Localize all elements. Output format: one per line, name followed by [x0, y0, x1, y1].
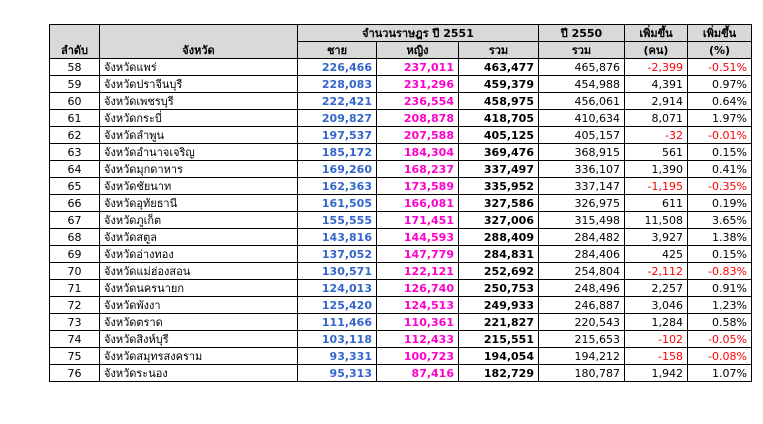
province-cell: จังหวัดชัยนาท: [100, 178, 298, 195]
female-cell: 231,296: [377, 76, 459, 93]
increase-count-cell: -2,399: [625, 59, 688, 76]
rank-cell: 70: [50, 263, 100, 280]
male-cell: 228,083: [298, 76, 377, 93]
table-row: [50, 229, 752, 246]
increase-percent-cell: -0.08%: [688, 348, 752, 365]
increase-count-cell: -2,112: [625, 263, 688, 280]
province-cell: จังหวัดลำพูน: [100, 127, 298, 144]
increase-percent-cell: 1.38%: [688, 229, 752, 246]
table-row: [50, 161, 752, 178]
female-cell: 110,361: [377, 314, 459, 331]
increase-percent-cell: -0.35%: [688, 178, 752, 195]
prev-total-cell: 405,157: [539, 127, 625, 144]
prev-total-cell: 180,787: [539, 365, 625, 382]
increase-percent-cell: 0.19%: [688, 195, 752, 212]
male-cell: 226,466: [298, 59, 377, 76]
rank-cell: 73: [50, 314, 100, 331]
total-cell: 458,975: [459, 93, 539, 110]
increase-count-cell: 3,046: [625, 297, 688, 314]
increase-count-cell: -1,195: [625, 178, 688, 195]
male-cell: 162,363: [298, 178, 377, 195]
table-row: [50, 127, 752, 144]
increase-count-cell: 4,391: [625, 76, 688, 93]
province-cell: จังหวัดปราจีนบุรี: [100, 76, 298, 93]
total-cell: 335,952: [459, 178, 539, 195]
female-cell: 144,593: [377, 229, 459, 246]
prev-total-cell: 215,653: [539, 331, 625, 348]
total-cell: 405,125: [459, 127, 539, 144]
header-increase-percent-unit: (%): [688, 42, 752, 59]
table-row: [50, 246, 752, 263]
increase-percent-cell: 0.64%: [688, 93, 752, 110]
province-cell: จังหวัดมุกดาหาร: [100, 161, 298, 178]
province-cell: จังหวัดสมุทรสงคราม: [100, 348, 298, 365]
total-cell: 463,477: [459, 59, 539, 76]
male-cell: 143,816: [298, 229, 377, 246]
rank-cell: 74: [50, 331, 100, 348]
province-cell: จังหวัดกระบี่: [100, 110, 298, 127]
province-cell: จังหวัดสตูล: [100, 229, 298, 246]
male-cell: 169,260: [298, 161, 377, 178]
rank-cell: 75: [50, 348, 100, 365]
increase-percent-cell: 1.23%: [688, 297, 752, 314]
male-cell: 137,052: [298, 246, 377, 263]
male-cell: 197,537: [298, 127, 377, 144]
female-cell: 173,589: [377, 178, 459, 195]
table-row: [50, 93, 752, 110]
increase-percent-cell: -0.01%: [688, 127, 752, 144]
male-cell: 161,505: [298, 195, 377, 212]
prev-total-cell: 454,988: [539, 76, 625, 93]
prev-total-cell: 336,107: [539, 161, 625, 178]
prev-total-cell: 248,496: [539, 280, 625, 297]
female-cell: 207,588: [377, 127, 459, 144]
increase-percent-cell: 0.97%: [688, 76, 752, 93]
increase-count-cell: 2,257: [625, 280, 688, 297]
female-cell: 168,237: [377, 161, 459, 178]
rank-cell: 63: [50, 144, 100, 161]
header-increase-count: เพิ่มขึ้น: [625, 25, 688, 42]
increase-count-cell: -102: [625, 331, 688, 348]
total-cell: 284,831: [459, 246, 539, 263]
prev-total-cell: 465,876: [539, 59, 625, 76]
increase-count-cell: 611: [625, 195, 688, 212]
female-cell: 208,878: [377, 110, 459, 127]
rank-cell: 58: [50, 59, 100, 76]
province-cell: จังหวัดภูเก็ต: [100, 212, 298, 229]
male-cell: 209,827: [298, 110, 377, 127]
female-cell: 122,121: [377, 263, 459, 280]
rank-cell: 61: [50, 110, 100, 127]
total-cell: 288,409: [459, 229, 539, 246]
female-cell: 184,304: [377, 144, 459, 161]
table-row: [50, 280, 752, 297]
total-cell: 221,827: [459, 314, 539, 331]
prev-total-cell: 326,975: [539, 195, 625, 212]
prev-total-cell: 337,147: [539, 178, 625, 195]
male-cell: 93,331: [298, 348, 377, 365]
header-province: จังหวัด: [100, 25, 298, 59]
increase-percent-cell: 1.07%: [688, 365, 752, 382]
female-cell: 126,740: [377, 280, 459, 297]
male-cell: 130,571: [298, 263, 377, 280]
total-cell: 337,497: [459, 161, 539, 178]
total-cell: 250,753: [459, 280, 539, 297]
prev-total-cell: 194,212: [539, 348, 625, 365]
province-cell: จังหวัดตราด: [100, 314, 298, 331]
total-cell: 249,933: [459, 297, 539, 314]
total-cell: 327,586: [459, 195, 539, 212]
table-row: [50, 365, 752, 382]
female-cell: 237,011: [377, 59, 459, 76]
increase-count-cell: 1,942: [625, 365, 688, 382]
province-cell: จังหวัดพังงา: [100, 297, 298, 314]
male-cell: 103,118: [298, 331, 377, 348]
province-cell: จังหวัดแพร่: [100, 59, 298, 76]
province-cell: จังหวัดสิงห์บุรี: [100, 331, 298, 348]
rank-cell: 72: [50, 297, 100, 314]
table-row: [50, 144, 752, 161]
total-cell: 194,054: [459, 348, 539, 365]
table-row: [50, 195, 752, 212]
header-increase-count-unit: (คน): [625, 42, 688, 59]
rank-cell: 69: [50, 246, 100, 263]
female-cell: 147,779: [377, 246, 459, 263]
province-cell: จังหวัดอำนาจเจริญ: [100, 144, 298, 161]
female-cell: 171,451: [377, 212, 459, 229]
prev-total-cell: 284,406: [539, 246, 625, 263]
province-cell: จังหวัดนครนายก: [100, 280, 298, 297]
male-cell: 124,013: [298, 280, 377, 297]
increase-percent-cell: -0.51%: [688, 59, 752, 76]
province-cell: จังหวัดแม่ฮ่องสอน: [100, 263, 298, 280]
increase-percent-cell: 0.15%: [688, 144, 752, 161]
total-cell: 327,006: [459, 212, 539, 229]
male-cell: 222,421: [298, 93, 377, 110]
total-cell: 459,379: [459, 76, 539, 93]
male-cell: 155,555: [298, 212, 377, 229]
table-row: [50, 110, 752, 127]
table-row: [50, 178, 752, 195]
table-header: [50, 25, 752, 59]
header-prev-total: รวม: [539, 42, 625, 59]
prev-total-cell: 220,543: [539, 314, 625, 331]
rank-cell: 59: [50, 76, 100, 93]
male-cell: 185,172: [298, 144, 377, 161]
total-cell: 215,551: [459, 331, 539, 348]
table-row: [50, 212, 752, 229]
table-row: [50, 314, 752, 331]
increase-count-cell: -158: [625, 348, 688, 365]
header-total: รวม: [459, 42, 539, 59]
header-increase-percent: เพิ่มขึ้น: [688, 25, 752, 42]
female-cell: 124,513: [377, 297, 459, 314]
rank-cell: 71: [50, 280, 100, 297]
prev-total-cell: 315,498: [539, 212, 625, 229]
table-row: [50, 297, 752, 314]
increase-count-cell: 561: [625, 144, 688, 161]
rank-cell: 68: [50, 229, 100, 246]
female-cell: 100,723: [377, 348, 459, 365]
header-prev-year: ปี 2550: [539, 25, 625, 42]
province-cell: จังหวัดอุทัยธานี: [100, 195, 298, 212]
increase-percent-cell: 3.65%: [688, 212, 752, 229]
rank-cell: 65: [50, 178, 100, 195]
rank-cell: 64: [50, 161, 100, 178]
rank-cell: 62: [50, 127, 100, 144]
table-row: [50, 263, 752, 280]
increase-count-cell: 1,390: [625, 161, 688, 178]
increase-count-cell: 3,927: [625, 229, 688, 246]
male-cell: 111,466: [298, 314, 377, 331]
increase-count-cell: -32: [625, 127, 688, 144]
prev-total-cell: 284,482: [539, 229, 625, 246]
male-cell: 95,313: [298, 365, 377, 382]
total-cell: 182,729: [459, 365, 539, 382]
table-body: [50, 59, 752, 382]
rank-cell: 66: [50, 195, 100, 212]
prev-total-cell: 456,061: [539, 93, 625, 110]
population-table: [49, 24, 752, 382]
prev-total-cell: 246,887: [539, 297, 625, 314]
total-cell: 418,705: [459, 110, 539, 127]
table-row: [50, 331, 752, 348]
table-row: [50, 348, 752, 365]
header-rank: ลำดับ: [50, 25, 100, 59]
increase-percent-cell: -0.83%: [688, 263, 752, 280]
increase-percent-cell: 0.91%: [688, 280, 752, 297]
total-cell: 369,476: [459, 144, 539, 161]
header-population-2551: จำนวนราษฎร ปี 2551: [298, 25, 539, 42]
rank-cell: 67: [50, 212, 100, 229]
increase-count-cell: 11,508: [625, 212, 688, 229]
female-cell: 112,433: [377, 331, 459, 348]
female-cell: 166,081: [377, 195, 459, 212]
rank-cell: 76: [50, 365, 100, 382]
table-row: [50, 76, 752, 93]
male-cell: 125,420: [298, 297, 377, 314]
total-cell: 252,692: [459, 263, 539, 280]
rank-cell: 60: [50, 93, 100, 110]
increase-count-cell: 1,284: [625, 314, 688, 331]
increase-percent-cell: 0.58%: [688, 314, 752, 331]
header-female: หญิง: [377, 42, 459, 59]
female-cell: 236,554: [377, 93, 459, 110]
increase-percent-cell: 0.15%: [688, 246, 752, 263]
increase-count-cell: 2,914: [625, 93, 688, 110]
increase-percent-cell: -0.05%: [688, 331, 752, 348]
prev-total-cell: 410,634: [539, 110, 625, 127]
table-row: [50, 59, 752, 76]
prev-total-cell: 368,915: [539, 144, 625, 161]
increase-count-cell: 425: [625, 246, 688, 263]
female-cell: 87,416: [377, 365, 459, 382]
increase-percent-cell: 0.41%: [688, 161, 752, 178]
province-cell: จังหวัดอ่างทอง: [100, 246, 298, 263]
increase-percent-cell: 1.97%: [688, 110, 752, 127]
header-male: ชาย: [298, 42, 377, 59]
province-cell: จังหวัดเพชรบุรี: [100, 93, 298, 110]
province-cell: จังหวัดระนอง: [100, 365, 298, 382]
increase-count-cell: 8,071: [625, 110, 688, 127]
prev-total-cell: 254,804: [539, 263, 625, 280]
